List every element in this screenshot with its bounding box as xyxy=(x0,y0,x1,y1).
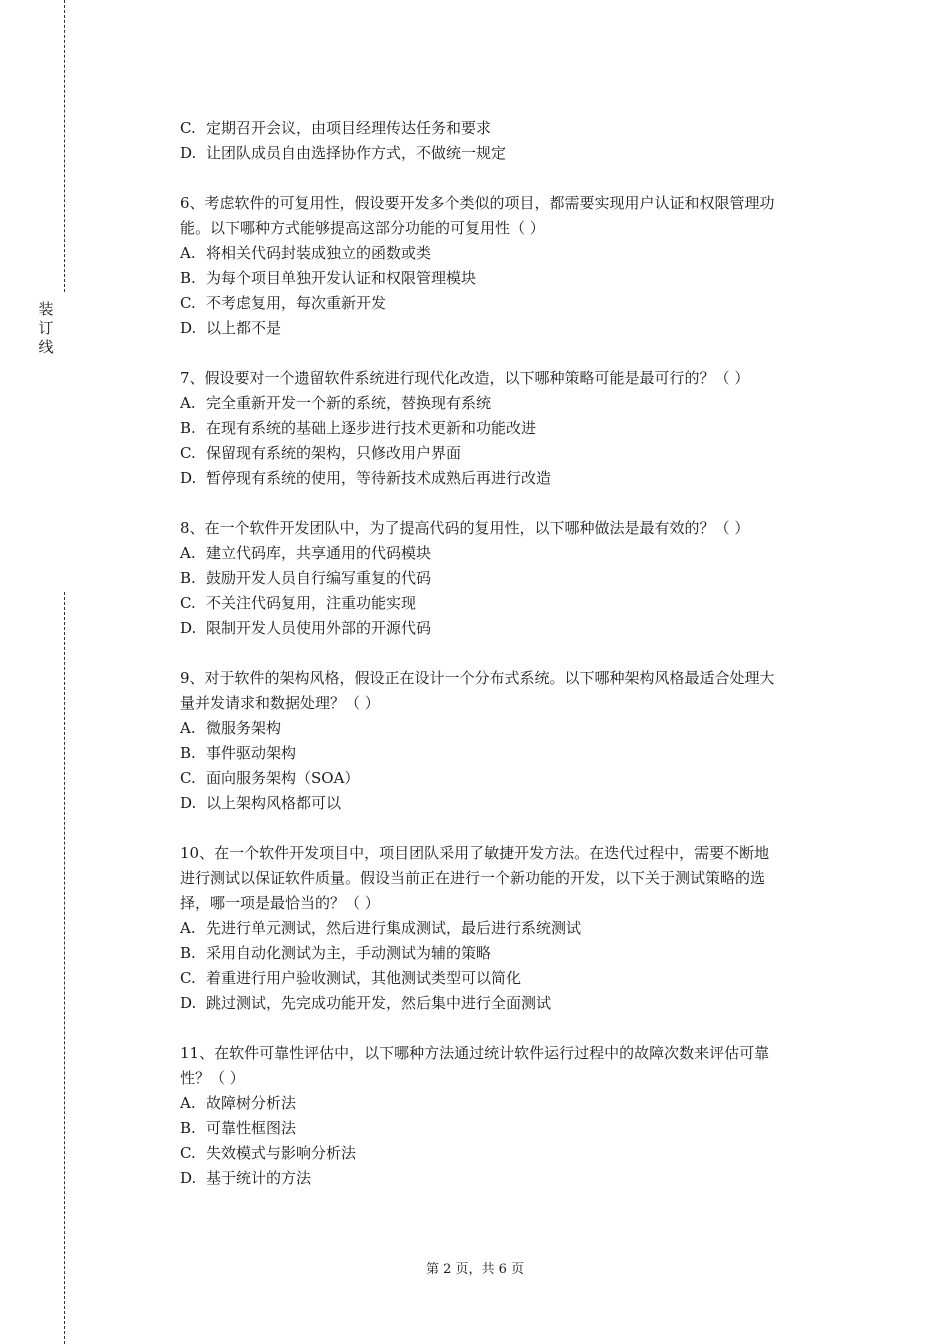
question-block xyxy=(180,1041,840,1191)
option-text: 建立代码库，共享通用的代码模块 xyxy=(206,544,432,562)
option-text: 不考虑复用，每次重新开发 xyxy=(206,294,387,312)
question-spacer xyxy=(180,641,840,666)
option-text: 不关注代码复用，注重功能实现 xyxy=(206,594,417,612)
question-stem-line: 量并发请求和数据处理？（ ） xyxy=(180,694,380,712)
option-text: 着重进行用户验收测试，其他测试类型可以简化 xyxy=(206,969,522,987)
carryover-options xyxy=(180,116,840,166)
option-text: 采用自动化测试为主，手动测试为辅的策略 xyxy=(206,944,492,962)
option-text: 事件驱动架构 xyxy=(206,744,297,762)
question-spacer xyxy=(180,166,840,191)
option-letter: A. xyxy=(180,544,196,562)
option-letter: C. xyxy=(180,594,196,612)
option-text: 微服务架构 xyxy=(206,719,282,737)
question-block xyxy=(180,366,840,491)
option-item xyxy=(180,791,840,816)
option-text: 失效模式与影响分析法 xyxy=(206,1144,357,1162)
option-text: 以上架构风格都可以 xyxy=(206,794,342,812)
option-letter: D. xyxy=(180,319,197,337)
option-item xyxy=(180,1166,840,1191)
question-stem-line: 6、考虑软件的可复用性，假设要开发多个类似的项目，都需要实现用户认证和权限管理功 xyxy=(180,194,775,212)
option-letter: A. xyxy=(180,719,196,737)
option-letter: C. xyxy=(180,294,196,312)
option-letter: A. xyxy=(180,244,196,262)
option-letter: B. xyxy=(180,944,196,962)
option-letter: A. xyxy=(180,394,196,412)
question-block xyxy=(180,666,840,816)
option-letter: B. xyxy=(180,1119,196,1137)
option-letter: A. xyxy=(180,919,196,937)
option-item xyxy=(180,416,840,441)
option-item xyxy=(180,991,840,1016)
option-item xyxy=(180,441,840,466)
option-item xyxy=(180,241,840,266)
option-text: 暂停现有系统的使用，等待新技术成熟后再进行改造 xyxy=(206,469,552,487)
option-item xyxy=(180,1141,840,1166)
option-letter: B. xyxy=(180,269,196,287)
option-letter: C. xyxy=(180,444,196,462)
option-item xyxy=(180,541,840,566)
option-item: D. 让团队成员自由选择协作方式，不做统一规定 xyxy=(180,144,507,162)
binding-char: 订 xyxy=(38,319,54,337)
option-letter: B. xyxy=(180,744,196,762)
option-item xyxy=(180,616,840,641)
question-spacer xyxy=(180,341,840,366)
option-letter: D. xyxy=(180,1169,197,1187)
question-stem-line: 能。以下哪种方式能够提高这部分功能的可复用性（ ） xyxy=(180,219,545,237)
question-stem-line: 8、在一个软件开发团队中，为了提高代码的复用性，以下哪种做法是最有效的？（ ） xyxy=(180,519,750,537)
option-item xyxy=(180,291,840,316)
option-item xyxy=(180,716,840,741)
exam-content xyxy=(180,116,840,1191)
question-spacer xyxy=(180,1016,840,1041)
question-list xyxy=(180,166,840,1191)
binding-dashed-line-top xyxy=(64,0,65,292)
option-item xyxy=(180,941,840,966)
question-block xyxy=(180,516,840,641)
option-letter: B. xyxy=(180,419,196,437)
option-item xyxy=(180,766,840,791)
option-letter: D. xyxy=(180,619,197,637)
option-text: 在现有系统的基础上逐步进行技术更新和功能改进 xyxy=(206,419,537,437)
option-text: 保留现有系统的架构，只修改用户界面 xyxy=(206,444,462,462)
option-item xyxy=(180,466,840,491)
option-letter: C. xyxy=(180,769,196,787)
question-stem-line: 9、对于软件的架构风格，假设正在设计一个分布式系统。以下哪种架构风格最适合处理大 xyxy=(180,669,775,687)
option-item xyxy=(180,741,840,766)
option-text: 面向服务架构（SOA） xyxy=(206,769,360,787)
page-number: 第 2 页，共 6 页 xyxy=(425,1262,525,1277)
question-block xyxy=(180,841,840,1016)
option-item xyxy=(180,266,840,291)
binding-line-label xyxy=(36,300,56,357)
option-text: 故障树分析法 xyxy=(206,1094,297,1112)
option-text: 限制开发人员使用外部的开源代码 xyxy=(206,619,432,637)
binding-char: 装 xyxy=(38,300,54,318)
question-spacer xyxy=(180,491,840,516)
option-item: C. 定期召开会议，由项目经理传达任务和要求 xyxy=(180,119,492,137)
question-spacer xyxy=(180,816,840,841)
binding-char: 线 xyxy=(38,338,54,356)
option-item xyxy=(180,1091,840,1116)
question-stem-line: 择，哪一项是最恰当的？（ ） xyxy=(180,894,380,912)
option-letter: D. xyxy=(180,469,197,487)
question-stem-line: 7、假设要对一个遗留软件系统进行现代化改造，以下哪种策略可能是最可行的？（ ） xyxy=(180,369,750,387)
option-text: 先进行单元测试，然后进行集成测试，最后进行系统测试 xyxy=(206,919,582,937)
question-stem-line: 10、在一个软件开发项目中，项目团队采用了敏捷开发方法。在迭代过程中，需要不断地 xyxy=(180,844,770,862)
question-stem-line: 进行测试以保证软件质量。假设当前正在进行一个新功能的开发，以下关于测试策略的选 xyxy=(180,869,766,887)
question-stem-line: 11、在软件可靠性评估中，以下哪种方法通过统计软件运行过程中的故障次数来评估可靠 xyxy=(180,1044,770,1062)
binding-dashed-line-bottom xyxy=(64,592,65,1344)
option-item xyxy=(180,316,840,341)
option-item xyxy=(180,966,840,991)
option-text: 基于统计的方法 xyxy=(206,1169,312,1187)
option-item xyxy=(180,391,840,416)
question-block xyxy=(180,191,840,341)
option-text: 以上都不是 xyxy=(206,319,282,337)
option-item xyxy=(180,1116,840,1141)
option-item xyxy=(180,591,840,616)
option-letter: D. xyxy=(180,994,197,1012)
question-stem-line: 性？（ ） xyxy=(180,1069,245,1087)
option-text: 可靠性框图法 xyxy=(206,1119,297,1137)
option-text: 完全重新开发一个新的系统，替换现有系统 xyxy=(206,394,492,412)
option-text: 将相关代码封装成独立的函数或类 xyxy=(206,244,432,262)
option-letter: D. xyxy=(180,794,197,812)
option-text: 为每个项目单独开发认证和权限管理模块 xyxy=(206,269,477,287)
option-letter: C. xyxy=(180,969,196,987)
option-item xyxy=(180,916,840,941)
option-letter: C. xyxy=(180,1144,196,1162)
option-item xyxy=(180,566,840,591)
option-letter: B. xyxy=(180,569,196,587)
option-text: 跳过测试，先完成功能开发，然后集中进行全面测试 xyxy=(206,994,552,1012)
option-letter: A. xyxy=(180,1094,196,1112)
option-text: 鼓励开发人员自行编写重复的代码 xyxy=(206,569,432,587)
